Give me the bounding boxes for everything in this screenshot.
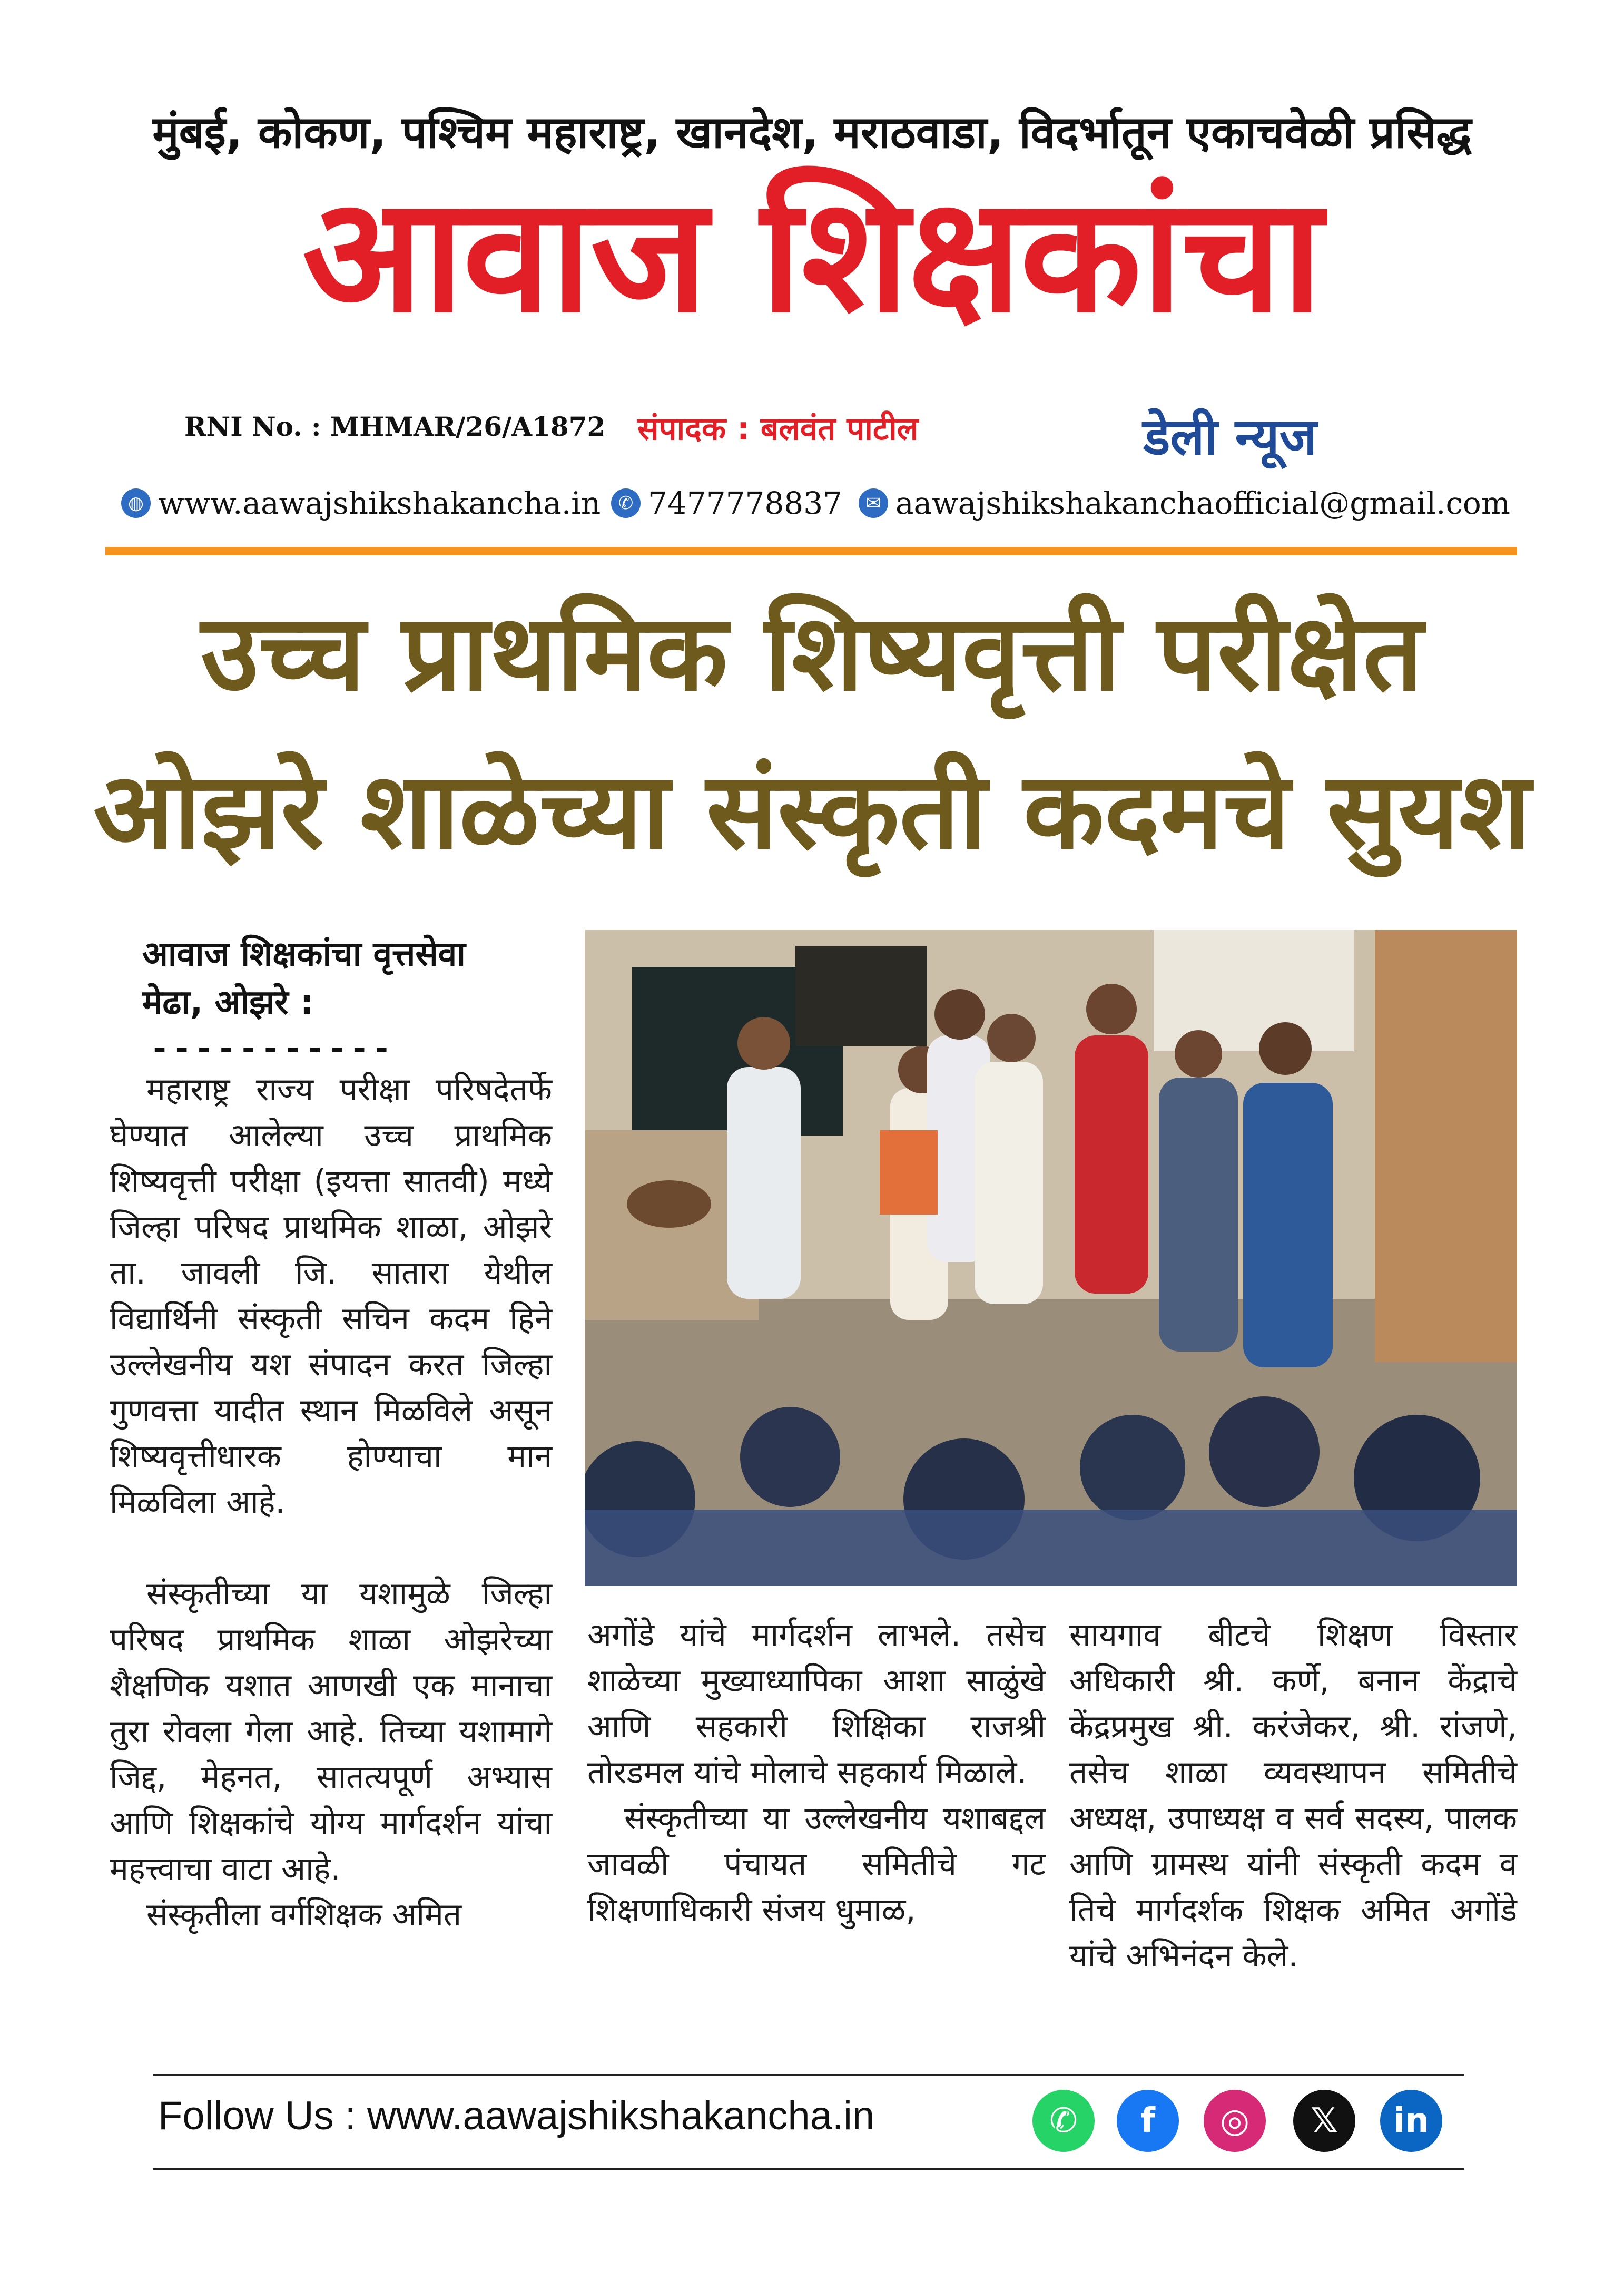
whatsapp-icon[interactable]: ✆ (1032, 2090, 1095, 2152)
tagline: मुंबई, कोकण, पश्चिम महाराष्ट्र, खानदेश, मराठवाडा, विदर्भातून एकाचवेळी प्रसिद्ध (152, 106, 1472, 158)
article-paragraph: संस्कृतीच्या या यशामुळे जिल्हा परिषद प्राथमिक शाळा ओझरेच्या शैक्षणिक यशात आणखी एक मानाचा तुरा रोवला गेला आहे. तिच्या यशामागे जिद्द, मेहनत, सातत्यपूर्ण अभ्यास आणि शिक्षकांचे योग्य मार्गदर्शन यांचा महत्त्वाचा वाटा आहे. (110, 1575, 552, 1887)
email-address[interactable]: aawajshikshakanchaofficial@gmail.com (895, 485, 1510, 521)
article-column-3 (1069, 1612, 1517, 1979)
article-paragraph: सायगाव बीटचे शिक्षण विस्तार अधिकारी श्री. कर्णे, बनान केंद्राचे केंद्रप्रमुख श्री. करंजेकर, श्री. रांजणे, तसेच शाळा व्यवस्थापन समितीचे अध्यक्ष, उपाध्यक्ष व सर्व सदस्य, पालक आणि ग्रामस्थ यांनी संस्कृती कदम व तिचे मार्गदर्शक शिक्षक अमित अगोंडे यांचे अभिनंदन केले. (1069, 1617, 1517, 1974)
editor-credit: संपादक : बलवंत पाटील (637, 410, 919, 447)
phone-icon: ✆ (611, 488, 641, 518)
article-paragraph: अगोंडे यांचे मार्गदर्शन लाभले. तसेच शाळेच्या मुख्याध्यापिका आशा साळुंखे आणि सहकारी शिक्षिका राजश्री तोरडमल यांचे मोलाचे सहकार्य मिळाले. (587, 1617, 1046, 1791)
follow-us-link[interactable]: Follow Us : www.aawajshikshakancha.in (158, 2093, 875, 2138)
globe-icon: ◍ (121, 488, 151, 518)
footer-rule-bottom (153, 2168, 1464, 2170)
facebook-icon[interactable]: f (1117, 2090, 1179, 2152)
headline-line-1: उच्च प्राथमिक शिष्यवृत्ती परीक्षेत (201, 592, 1423, 715)
byline-place: मेढा, ओझरे : (142, 983, 314, 1022)
linkedin-icon[interactable]: in (1380, 2090, 1442, 2152)
footer-rule-top (153, 2074, 1464, 2076)
article-paragraph: संस्कृतीच्या या उल्लेखनीय यशाबद्दल जावळी पंचायत समितीचे गट शिक्षणाधिकारी संजय धुमाळ, (587, 1800, 1046, 1929)
instagram-icon[interactable]: ◎ (1204, 2090, 1266, 2152)
article-paragraph: महाराष्ट्र राज्य परीक्षा परिषदेतर्फे घेण्यात आलेल्या उच्च प्राथमिक शिष्यवृत्ती परीक्षा (इयत्ता सातवी) मध्ये जिल्हा परिषद प्राथमिक शाळा, ओझरे ता. जावली जि. सातारा येथील विद्यार्थिनी संस्कृती सचिन कदम हिने उल्लेखनीय यश संपादन करत जिल्हा गुणवत्ता यादीत स्थान मिळविले असून शिष्यवृत्तीधारक होण्याचा मान मिळविला आहे. (110, 1071, 552, 1521)
article-column-2 (587, 1612, 1046, 1933)
website-link[interactable]: www.aawajshikshakancha.in (158, 485, 601, 521)
email-contact[interactable] (859, 482, 1510, 524)
orange-divider (105, 547, 1517, 555)
email-icon: ✉ (859, 488, 888, 518)
headline-line-2: ओझरे शाळेच्या संस्कृती कदमचे सुयश (93, 750, 1531, 873)
classroom-photo-illustration (585, 930, 1517, 1586)
masthead-title: आवाज शिक्षकांचा (302, 163, 1322, 347)
rni-number: RNI No. : MHMAR/26/A1872 (184, 411, 606, 442)
x-icon[interactable]: 𝕏 (1293, 2090, 1355, 2152)
website-contact[interactable] (121, 482, 601, 524)
news-photo (585, 930, 1517, 1586)
daily-news-label: डेली न्यूज (1143, 407, 1317, 466)
article-column-1-bottom (110, 1571, 552, 1938)
byline (142, 930, 466, 1027)
phone-contact[interactable] (611, 482, 842, 524)
byline-separator: ----------- (150, 1030, 395, 1067)
phone-number[interactable]: 7477778837 (648, 485, 843, 521)
article-paragraph: संस्कृतीला वर्गशिक्षक अमित (146, 1896, 462, 1933)
byline-source: आवाज शिक्षकांचा वृत्तसेवा (142, 935, 466, 974)
article-column-1-top (110, 1067, 552, 1525)
